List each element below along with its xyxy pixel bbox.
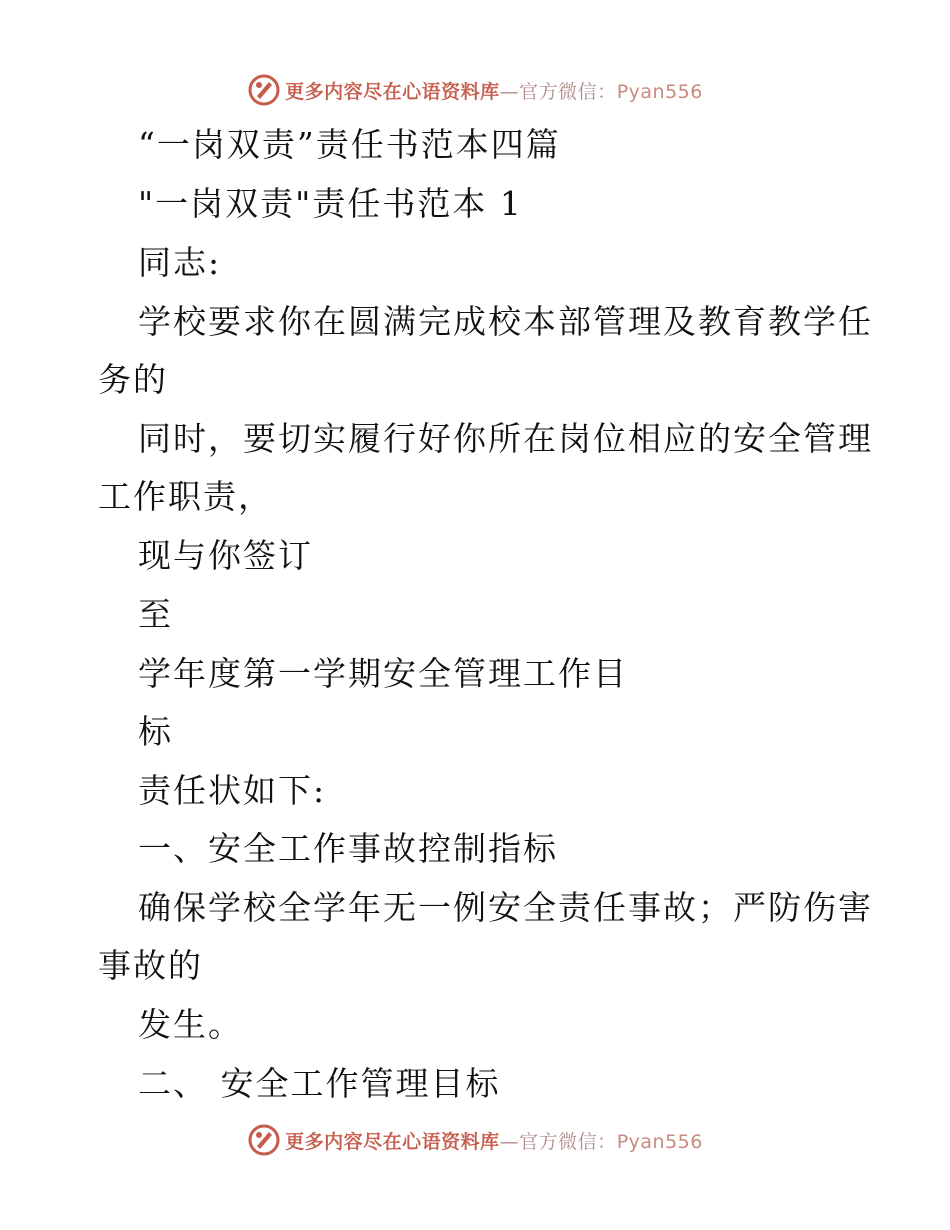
footer-watermark-banner [0,1120,950,1160]
banner-text [285,77,703,104]
paragraph-line: 学年度第一学期安全管理工作目 [138,654,628,693]
section-heading: 一、安全工作事故控制指标 [138,829,558,868]
section-title: "一岗双责"责任书范本 1 [138,184,523,223]
paragraph-line: 工作职责， [98,477,273,516]
banner-separator: — [499,1130,520,1153]
paragraph-line: 确保学校全学年无一例安全责任事故；严防伤害 [138,888,873,927]
banner-account: Pyan556 [616,1130,703,1153]
document-title: “一岗双责”责任书范本四篇 [138,125,561,164]
logo-icon [247,1123,281,1157]
banner-brand: 更多内容尽在心语资料库 [285,1130,500,1153]
salutation: 同志: [138,243,222,282]
paragraph-line: 标 [138,712,173,751]
paragraph-line: 责任状如下: [138,771,327,810]
banner-wechat-label: 官方微信： [519,1130,617,1153]
paragraph-line: 现与你签订 [138,536,313,575]
paragraph-line: 务的 [98,360,168,399]
paragraph-line: 事故的 [98,946,203,985]
banner-wechat-label: 官方微信： [519,80,617,103]
header-watermark-banner [0,70,950,110]
section-heading: 二、 安全工作管理目标 [138,1064,501,1103]
logo-icon [247,73,281,107]
paragraph-line: 学校要求你在圆满完成校本部管理及教育教学任 [138,302,873,341]
paragraph-line: 同时，要切实履行好你所在岗位相应的安全管理 [138,419,873,458]
banner-account: Pyan556 [616,80,703,103]
banner-separator: — [499,80,520,103]
banner-brand: 更多内容尽在心语资料库 [285,80,500,103]
banner-text [285,1127,703,1154]
paragraph-line: 至 [138,595,173,634]
paragraph-line: 发生。 [138,1005,243,1044]
